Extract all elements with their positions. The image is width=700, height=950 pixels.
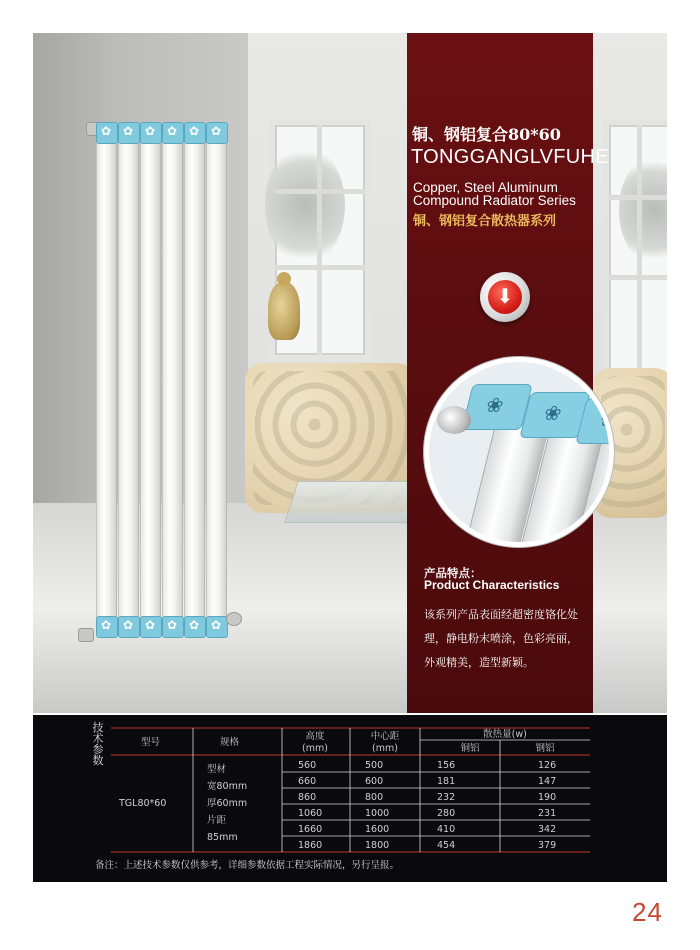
- steel-aluminum-cell: 126: [538, 760, 557, 771]
- copper-aluminum-cell: 232: [437, 792, 456, 803]
- header-center: 中心距: [370, 731, 400, 742]
- height-cell: 1860: [298, 840, 323, 851]
- table-row: [298, 840, 556, 851]
- header-height: 高度: [305, 731, 325, 742]
- table-row: [298, 760, 556, 771]
- spec-line: 厚60mm: [207, 798, 248, 809]
- height-cell: 560: [298, 760, 317, 771]
- copper-aluminum-cell: 454: [437, 840, 456, 851]
- height-cell: 1060: [298, 808, 323, 819]
- header-height-unit: (mm): [302, 743, 328, 754]
- steel-aluminum-cell: 379: [538, 840, 557, 851]
- copper-aluminum-cell: 280: [437, 808, 456, 819]
- steel-aluminum-cell: 231: [538, 808, 557, 819]
- characteristics-heading-en: Product Characteristics: [424, 578, 560, 592]
- characteristics-line: 该系列产品表面经超密度铬化处: [424, 608, 578, 621]
- characteristics-heading-cn: 产品特点：: [424, 566, 482, 580]
- spec-line: 85mm: [207, 832, 238, 843]
- header-center-unit: (mm): [372, 743, 398, 754]
- table-row: [298, 792, 556, 803]
- product-series-cn: 铜、钢铝复合散热器系列: [413, 214, 557, 229]
- header-copper-aluminum: 铜铝: [460, 743, 480, 754]
- characteristics-line: 外观精美，造型新颖。: [424, 656, 534, 669]
- center-cell: 1600: [365, 824, 390, 835]
- center-cell: 800: [365, 792, 384, 803]
- characteristics-line: 理，静电粉末喷涂，色彩亮丽，: [424, 632, 578, 645]
- header-model: 型号: [141, 737, 161, 748]
- copper-aluminum-cell: 410: [437, 824, 456, 835]
- model-cell: TGL80*60: [119, 798, 167, 809]
- table-row: [298, 824, 556, 835]
- spec-line: 宽80mm: [207, 781, 248, 792]
- center-cell: 1800: [365, 840, 390, 851]
- spec-note: 备注：上述技术参数仅供参考，详细参数依据工程实际情况，另行呈报。: [95, 860, 400, 871]
- header-steel-aluminum: 钢铝: [535, 743, 555, 754]
- center-cell: 1000: [365, 808, 390, 819]
- product-title-en: Copper, Steel Aluminum Compound Radiator Series: [413, 180, 576, 208]
- product-title-cn: 铜、钢铝复合80*60: [412, 125, 561, 144]
- product-title-pinyin: TONGGANGLVFUHE: [411, 146, 609, 168]
- header-heat: 散热量(w): [483, 729, 527, 740]
- copper-aluminum-cell: 181: [437, 776, 456, 787]
- header-spec: 规格: [220, 737, 240, 748]
- steel-aluminum-cell: 147: [538, 776, 557, 787]
- copper-aluminum-cell: 156: [437, 760, 456, 771]
- table-row: [298, 776, 556, 787]
- spec-side-label: 技 术 参 数: [92, 721, 104, 767]
- height-cell: 1660: [298, 824, 323, 835]
- steel-aluminum-cell: 342: [538, 824, 557, 835]
- spec-line: 片距: [207, 815, 227, 826]
- height-cell: 860: [298, 792, 317, 803]
- down-arrow-icon: ⬇: [496, 284, 514, 308]
- page-number: 24: [632, 897, 663, 927]
- center-cell: 600: [365, 776, 384, 787]
- steel-aluminum-cell: 190: [538, 792, 557, 803]
- spec-line: 型材: [207, 764, 227, 775]
- height-cell: 660: [298, 776, 317, 787]
- center-cell: 500: [365, 760, 384, 771]
- table-row: [298, 808, 556, 819]
